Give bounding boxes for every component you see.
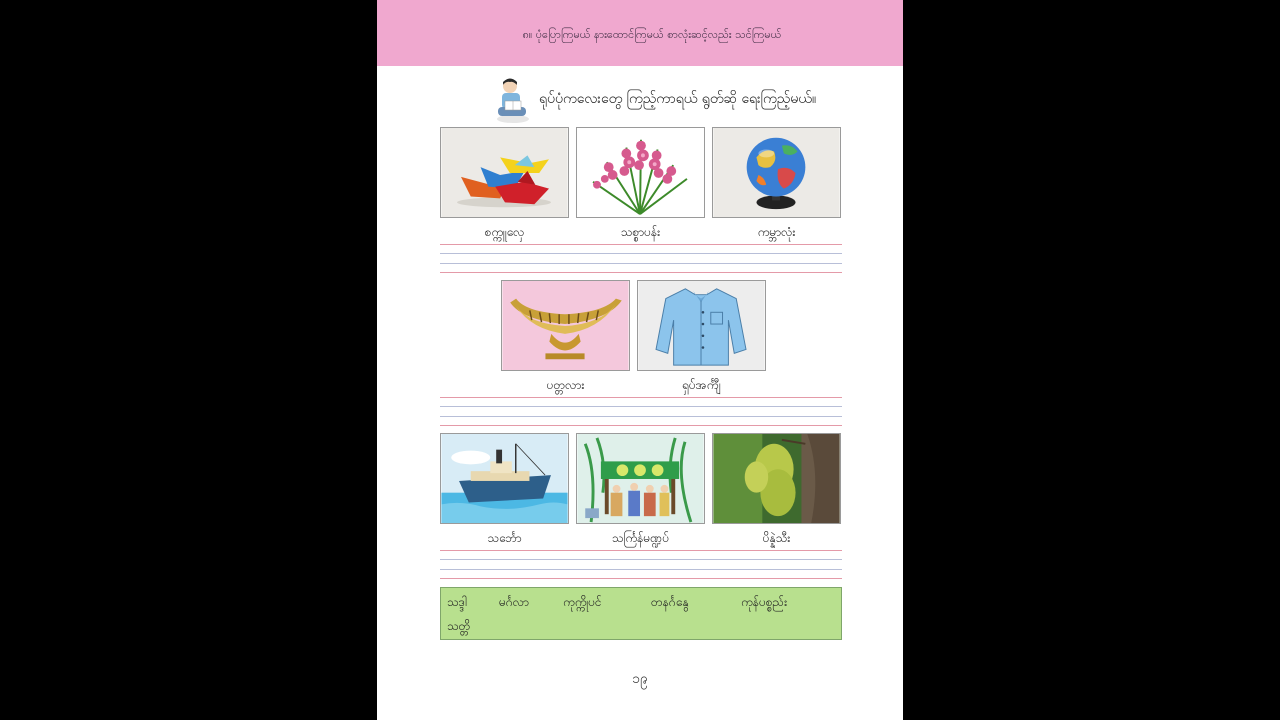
writing-line: [440, 406, 842, 407]
word-box: [440, 587, 842, 640]
ship-picture: [440, 433, 569, 524]
writing-line: [440, 569, 842, 570]
word-item: မင်္ဂလာ: [499, 595, 529, 609]
writing-line: [440, 550, 842, 551]
xylophone-picture: [501, 280, 630, 371]
shirt-icon: [638, 281, 765, 370]
book-page: [377, 0, 903, 720]
ship-icon: [441, 434, 568, 523]
paper-boat-icon: [441, 128, 568, 217]
lesson-title: ၈။ ပုံပြောကြမယ် နားထောင်ကြမယ် စာလုံးဆင့်လည်း သင်ကြမယ်: [522, 28, 782, 41]
picture-caption: သင်္ဘော: [487, 531, 522, 545]
word-item: သဒ္ဒါ: [447, 595, 467, 609]
instruction-row: [493, 76, 893, 124]
boy-reading-icon: [493, 76, 533, 124]
xylophone-icon: [502, 281, 629, 370]
thingyan-pavilion-icon: [577, 434, 704, 523]
picture-caption: စက္ကူလှေ: [484, 225, 525, 239]
globe-picture: [712, 127, 841, 218]
pavilion-picture: [576, 433, 705, 524]
word-item: သတ္တိ: [447, 619, 471, 633]
writing-line: [440, 263, 842, 264]
word-item: ကုက္ကိုပင်: [563, 595, 602, 609]
writing-line: [440, 425, 842, 426]
writing-line: [440, 272, 842, 273]
writing-line: [440, 244, 842, 245]
gladiolus-flower-icon: [577, 128, 704, 217]
picture-caption: ပတ္တလား: [546, 378, 585, 392]
writing-line: [440, 559, 842, 560]
writing-line: [440, 253, 842, 254]
page-number: ၁၉: [632, 671, 648, 687]
word-item: ကုန်ပစ္စည်း: [741, 595, 788, 609]
globe-icon: [713, 128, 840, 217]
gladiolus-picture: [576, 127, 705, 218]
picture-caption: သစ္စာပန်း: [620, 225, 661, 239]
jackfruit-icon: [713, 434, 840, 523]
paper-boat-picture: [440, 127, 569, 218]
instruction-text: ရုပ်ပုံကလေးတွေ ကြည့်ကာရယ် ရွတ်ဆို ရေးကြည့်မယ်။: [539, 91, 817, 107]
shirt-picture: [637, 280, 766, 371]
picture-caption: ရှပ်အင်္ကျီ: [681, 378, 722, 392]
picture-caption: ကမ္ဘာလုံး: [757, 225, 796, 239]
word-item: တနင်္ဂနွေ: [651, 595, 689, 609]
picture-caption: သင်္ကြန်မဏ္ဍပ်: [611, 531, 670, 545]
page-header: [377, 0, 903, 66]
jackfruit-picture: [712, 433, 841, 524]
writing-line: [440, 397, 842, 398]
picture-caption: ပိန္နဲသီး: [762, 531, 791, 545]
writing-line: [440, 416, 842, 417]
writing-line: [440, 578, 842, 579]
